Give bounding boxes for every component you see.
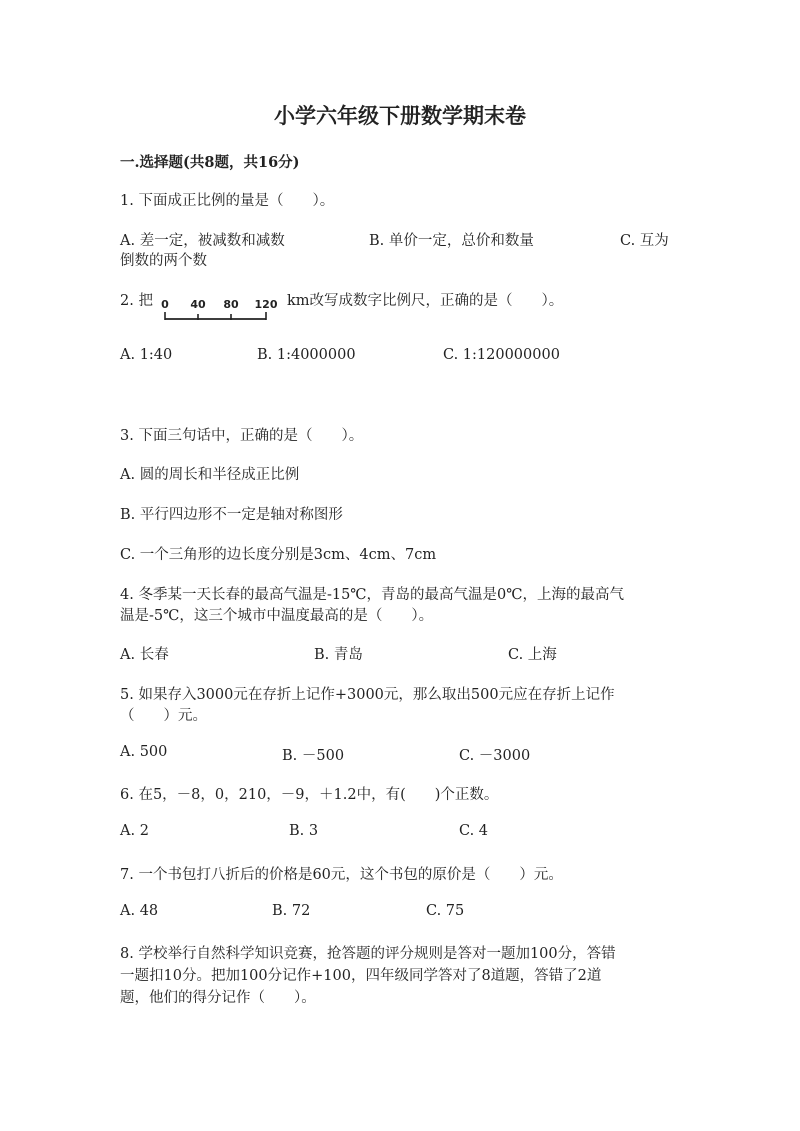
question-1-option-c: C. 互为	[620, 233, 669, 249]
question-3-option-a: A. 圆的周长和半径成正比例	[120, 467, 300, 483]
question-7-option-b: B. 72	[272, 903, 311, 919]
question-6-option-a: A. 2	[120, 823, 149, 839]
scale-tick-label: 120	[254, 298, 278, 311]
question-8-stem-line-2: 一题扣10分。把加100分记作+100，四年级同学答对了8道题，答错了2道	[120, 968, 602, 984]
scale-tick-label: 40	[190, 298, 206, 311]
question-4-option-b: B. 青岛	[314, 647, 363, 663]
question-1-option-a: A. 差一定，被减数和减数	[120, 233, 285, 249]
scale-tick-label: 0	[161, 298, 169, 311]
question-3-option-b: B. 平行四边形不一定是轴对称图形	[120, 507, 343, 523]
question-3-option-c: C. 一个三角形的边长度分别是3cm、4cm、7cm	[120, 547, 437, 563]
question-5-option-c: C. －3000	[459, 748, 531, 764]
question-1-option-c-continued: 倒数的两个数	[120, 253, 207, 269]
scale-tick-label: 80	[223, 298, 239, 311]
question-6-option-b: B. 3	[289, 823, 319, 839]
question-7-option-c: C. 75	[426, 903, 465, 919]
question-2-stem-prefix: 2. 把	[120, 293, 153, 309]
question-5-option-b: B. －500	[282, 748, 345, 764]
question-2-stem-suffix: km改写成数字比例尺，正确的是（ ）。	[287, 293, 564, 309]
scale-bar	[158, 296, 282, 324]
question-2-option-a: A. 1:40	[120, 347, 173, 363]
question-7-option-a: A. 48	[120, 903, 159, 919]
question-5-stem-line-2: （ ）元。	[120, 708, 207, 724]
question-8-stem-line-1: 8. 学校举行自然科学知识竞赛，抢答题的评分规则是答对一题加100分，答错	[120, 946, 616, 962]
question-1-option-b: B. 单价一定，总价和数量	[369, 233, 534, 249]
page-title: 小学六年级下册数学期末卷	[274, 103, 526, 128]
question-3-stem: 3. 下面三句话中，正确的是（ ）。	[120, 428, 364, 444]
question-1-stem: 1. 下面成正比例的量是（ ）。	[120, 193, 335, 209]
question-4-stem-line-1: 4. 冬季某一天长春的最高气温是-15℃，青岛的最高气温是0℃，上海的最高气	[120, 587, 624, 603]
question-8-stem-line-3: 题，他们的得分记作（ ）。	[120, 990, 316, 1006]
question-4-stem-line-2: 温是-5℃，这三个城市中温度最高的是（ ）。	[120, 608, 434, 624]
question-5-option-a: A. 500	[120, 744, 168, 760]
question-4-option-a: A. 长春	[120, 647, 169, 663]
section-heading: 一.选择题(共8题，共16分)	[120, 154, 300, 171]
question-2-option-c: C. 1:120000000	[443, 347, 560, 363]
question-4-option-c: C. 上海	[508, 647, 557, 663]
question-7-stem: 7. 一个书包打八折后的价格是60元，这个书包的原价是（ ）元。	[120, 867, 563, 883]
question-2-option-b: B. 1:4000000	[257, 347, 356, 363]
question-6-option-c: C. 4	[459, 823, 489, 839]
question-6-stem: 6. 在5，－8，0，210，－9，＋1.2中，有( )个正数。	[120, 787, 499, 803]
question-5-stem-line-1: 5. 如果存入3000元在存折上记作+3000元，那么取出500元应在存折上记作	[120, 687, 615, 703]
